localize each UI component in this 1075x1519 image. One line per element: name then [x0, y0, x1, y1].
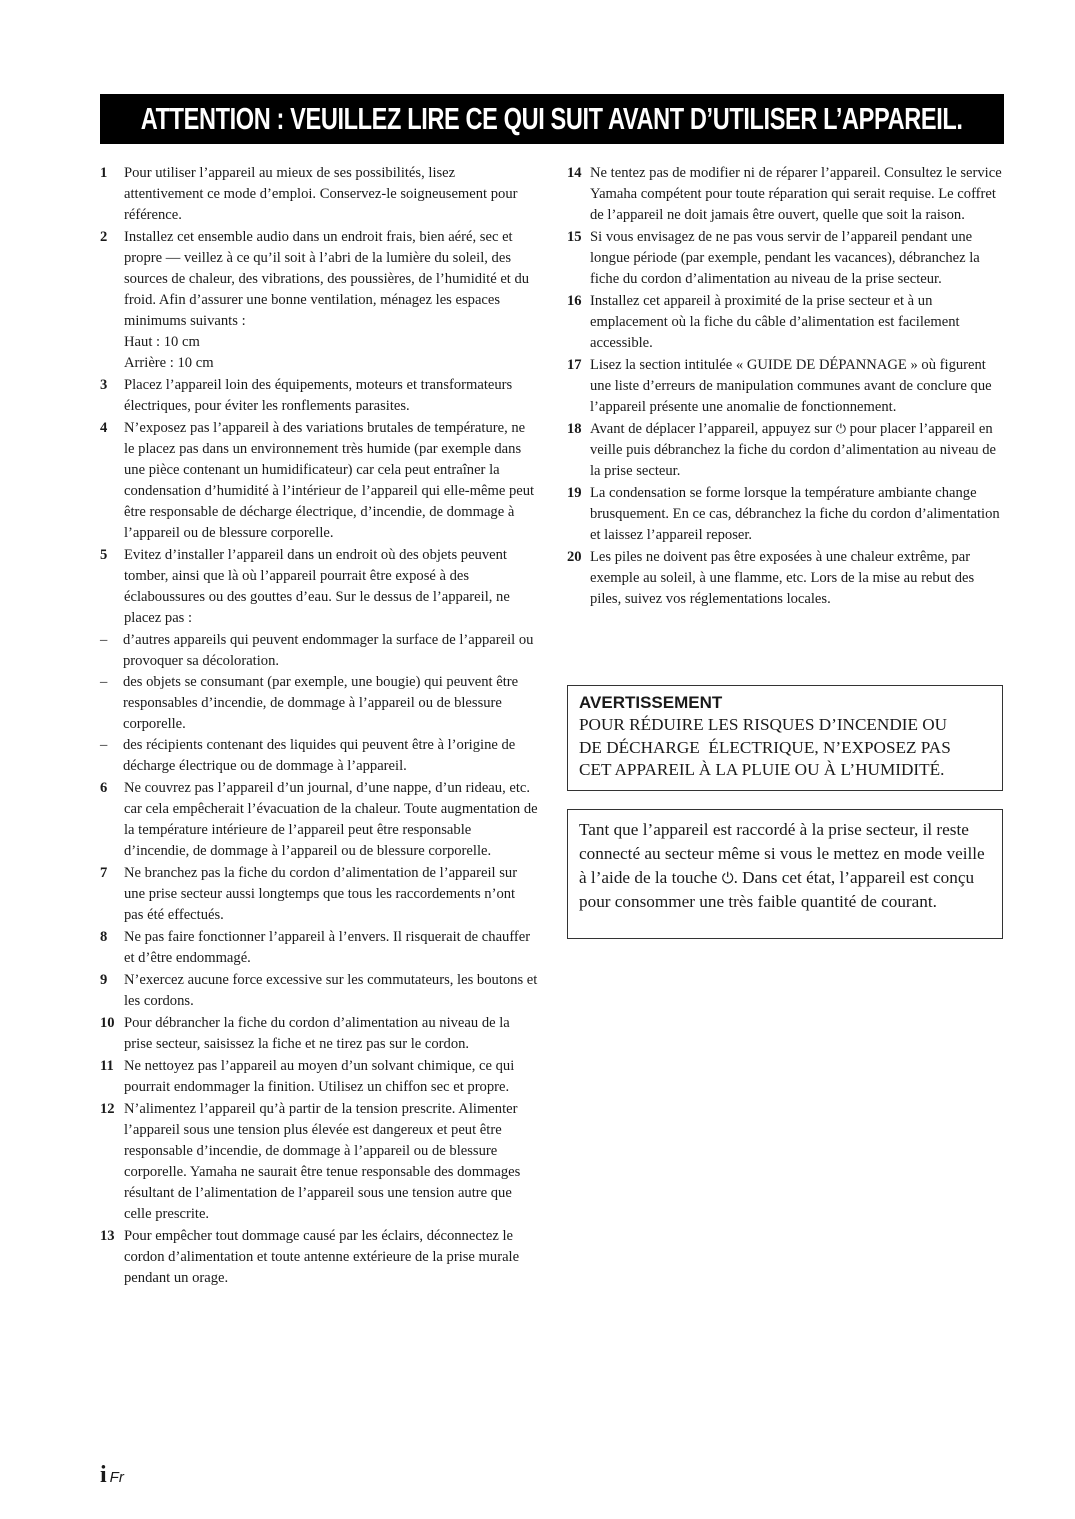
list-item: 1 Pour utiliser l’appareil au mieux de ses possibilités, lisez attentivement ce mode d’emploi. Conservez-le soigneusement pour référence.	[100, 165, 518, 223]
list-item: 7 Ne branchez pas la fiche du cordon d’alimentation de l’appareil sur une prise secteur aussi longtemps que tous les raccordements n’ont pas été effectués.	[100, 865, 518, 923]
warning-line: CET APPAREIL À LA PLUIE OU À L’HUMIDITÉ.	[579, 760, 945, 779]
power-icon: ⏻	[835, 422, 846, 437]
page-number: i	[100, 1462, 107, 1488]
list-item: 16 Installez cet appareil à proximité de la prise secteur et à un emplacement où la fiche du câble d’alimentation est facilement accessible.	[567, 293, 960, 351]
list-item: 17 Lisez la section intitulée « GUIDE DE DÉPANNAGE » où figurent une liste d’erreurs de manipulation communes avant de conclure que l’appareil présente une anomalie de fonctionnement.	[567, 357, 992, 415]
warning-box	[567, 685, 1003, 791]
list-item: 5 Evitez d’installer l’appareil dans un endroit où des objets peuvent tomber, ainsi que là où l’appareil pourrait être exposé à des éclaboussures ou des gouttes d’eau. Sur le dessus de l’appareil, ne placez pas :	[100, 547, 510, 626]
language-code: Fr	[109, 1469, 124, 1486]
power-icon: ⏻	[721, 869, 734, 887]
list-item: 6 Ne couvrez pas l’appareil d’un journal, d’une nappe, d’un rideau, etc. car cela empêcherait l’évacuation de la chaleur. Toute augmentation de la température intérieure de l’appareil peut être responsable d’incendie, de dommage à l’appareil ou de blessure corporelle.	[100, 780, 538, 859]
right-column	[567, 163, 1005, 611]
list-item: 13 Pour empêcher tout dommage causé par les éclairs, déconnectez le cordon d’alimentation et toute antenne extérieure de la prise murale pendant un orage.	[100, 1228, 520, 1286]
left-column	[100, 163, 538, 1290]
list-item: 11 Ne nettoyez pas l’appareil au moyen d’un solvant chimique, ce qui pourrait endommager la finition. Utilisez un chiffon sec et propre.	[100, 1058, 515, 1095]
list-item: 2 Installez cet ensemble audio dans un endroit frais, bien aéré, sec et propre — veillez à ce qu’il soit à l’abri de la lumière du soleil, des sources de chaleur, des vibrations, des poussières, de l’humidité et du froid. Afin d’assurer une bonne ventilation, ménagez les espaces minimums suivants : Haut : 10 cm Arrière : 10 cm	[100, 229, 530, 371]
list-item: 19 La condensation se forme lorsque la température ambiante change brusquement. En ce cas, débranchez la fiche du cordon d’alimentation et laissez l’appareil reposer.	[567, 485, 1000, 543]
warning-line: DE DÉCHARGE ÉLECTRIQUE, N’EXPOSEZ PAS	[579, 737, 951, 757]
list-item: 3 Placez l’appareil loin des équipements, moteurs et transformateurs électriques, pour éviter les ronflements parasites.	[100, 377, 513, 414]
list-item: 20 Les piles ne doivent pas être exposées à une chaleur extrême, par exemple au soleil, à une flamme, etc. Lors de la mise au rebut des piles, suivez vos réglementations locales.	[567, 549, 975, 607]
page-footer	[100, 1462, 124, 1489]
list-item: 9 N’exercez aucune force excessive sur les commutateurs, les boutons et les cordons.	[100, 972, 538, 1009]
warning-title: AVERTISSEMENT	[579, 693, 723, 712]
list-item: 18 Avant de déplacer l’appareil, appuyez sur ⏻ pour placer l’appareil en veille puis débranchez la fiche du cordon d’alimentation au niveau de la prise secteur.	[567, 421, 997, 479]
sub-list-item: – d’autres appareils qui peuvent endommager la surface de l’appareil ou provoquer sa décoloration.	[100, 632, 534, 669]
page-title: ATTENTION : VEUILLEZ LIRE CE QUI SUIT AVANT D’UTILISER L’APPAREIL.	[141, 101, 963, 136]
list-item: 4 N’exposez pas l’appareil à des variations brutales de température, ne le placez pas dans un environnement très humide (par exemple dans une pièce contenant un humidificateur) car cela peut entraîner la condensation d’humidité à l’intérieur de l’appareil qui elle-même peut être responsable de décharge électrique, d’incendie, de dommage à l’appareil ou de blessure corporelle.	[100, 420, 535, 541]
page-title-banner	[100, 94, 1004, 144]
list-item: 8 Ne pas faire fonctionner l’appareil à l’envers. Il risquerait de chauffer et d’être endommagé.	[100, 929, 531, 966]
list-item: 12 N’alimentez l’appareil qu’à partir de la tension prescrite. Alimenter l’appareil sous une tension plus élevée est dangereux et peut être responsable d’incendie, de dommage à l’appareil ou de blessure corporelle. Yamaha ne saurait être tenue responsable des dommages résultant de l’alimentation de l’appareil sous une tension autre que celle prescrite.	[100, 1101, 521, 1222]
standby-note-box: Tant que l’appareil est raccordé à la prise secteur, il reste connecté au secteur même si vous le mettez en mode veille à l’aide de la touche ⏻. Dans cet état, l’appareil est conçu pour consommer une très faible quantité de courant.	[567, 809, 1003, 939]
list-item: 10 Pour débrancher la fiche du cordon d’alimentation au niveau de la prise secteur, saisissez la fiche et ne tirez pas sur le cordon.	[100, 1015, 510, 1052]
sub-list-item: – des objets se consumant (par exemple, une bougie) qui peuvent être responsables d’incendie, de dommage à l’appareil ou de blessure corporelle.	[100, 674, 519, 732]
list-item: 14 Ne tentez pas de modifier ni de réparer l’appareil. Consultez le service Yamaha compétent pour toute réparation qui serait requise. Le coffret de l’appareil ne doit jamais être ouvert, quelle que soit la raison.	[567, 165, 1002, 223]
warning-line: POUR RÉDUIRE LES RISQUES D’INCENDIE OU	[579, 715, 948, 734]
list-item: 15 Si vous envisagez de ne pas vous servir de l’appareil pendant une longue période (par exemple, pendant les vacances), débranchez la fiche du cordon d’alimentation au niveau de la prise secteur.	[567, 229, 980, 287]
sub-list-item: – des récipients contenant des liquides qui peuvent être à l’origine de décharge électrique ou de dommage à l’appareil.	[100, 737, 516, 774]
